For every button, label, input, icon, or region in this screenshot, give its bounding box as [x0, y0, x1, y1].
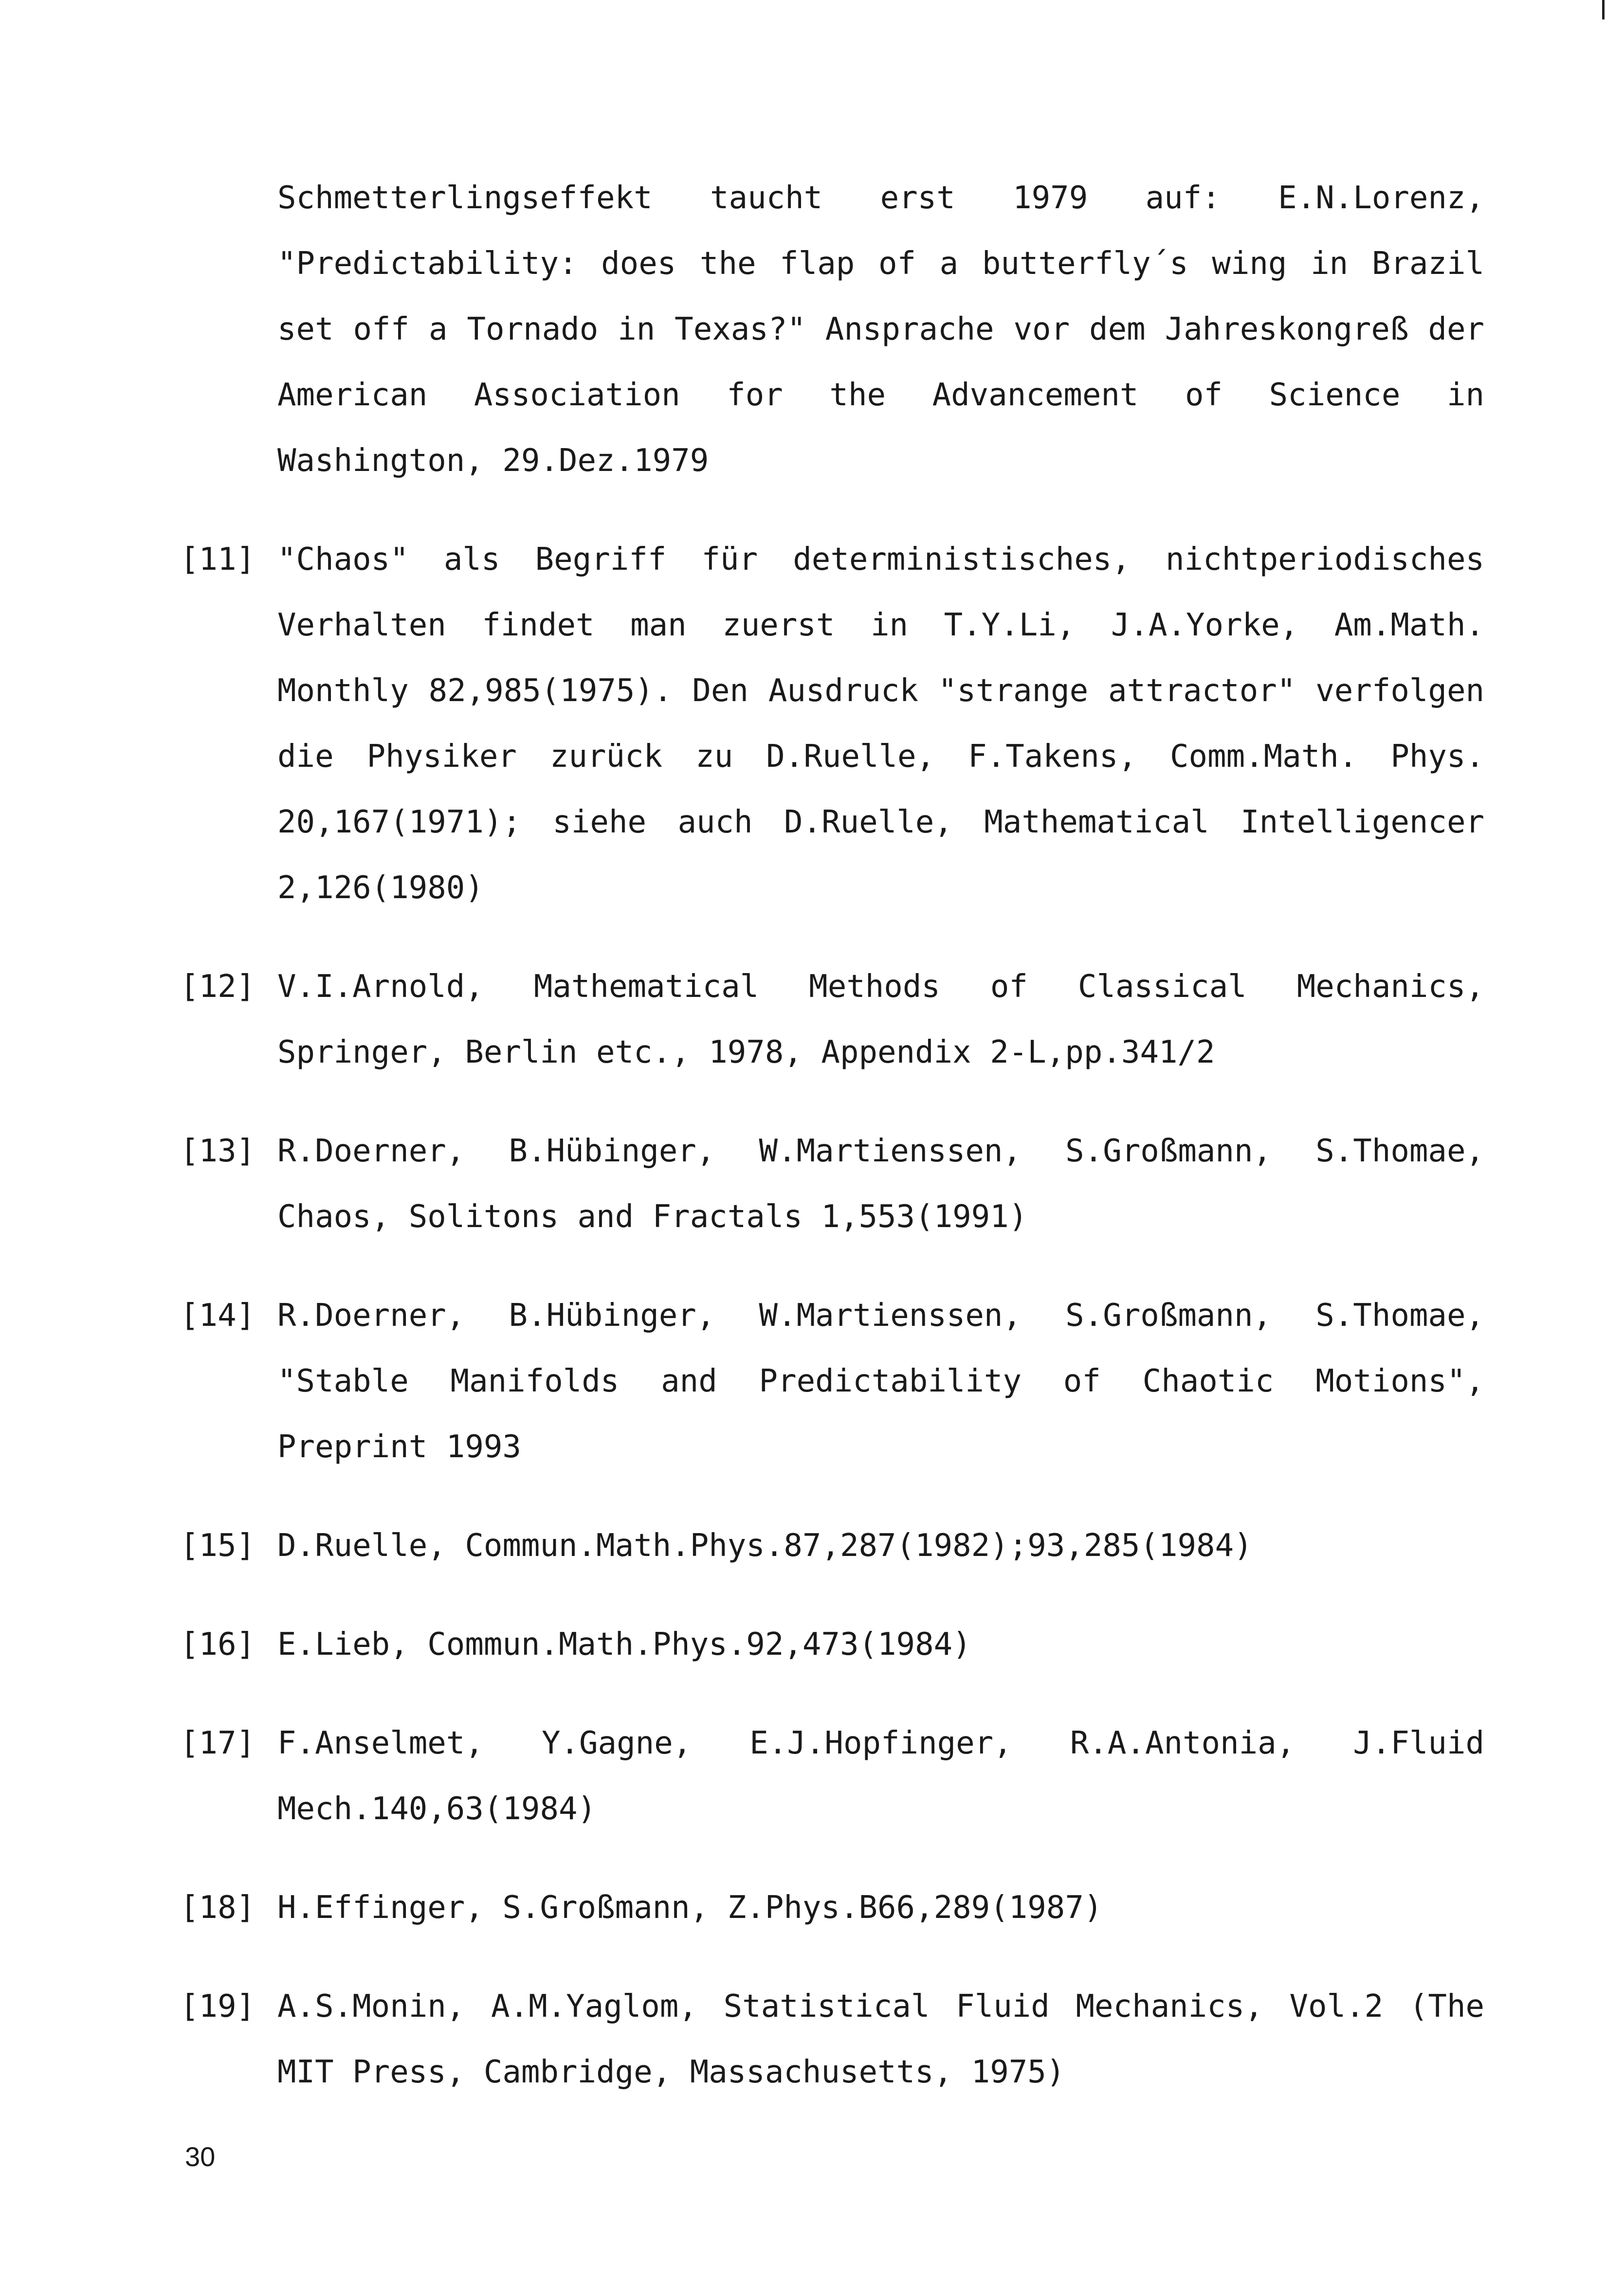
reference-entry-14 [180, 1283, 1484, 1480]
reference-text: "Chaos" als Begriff für deterministisches, nichtperiodisches Verhalten findet man zuerst in T.Y.Li, J.A.Yorke, Am.Math. Monthly 82,985(1975). Den Ausdruck "strange attractor" verfolgen die Physiker zurück zu D.Ruelle, F.Takens, Comm.Math. Phys. 20,167(1971); siehe auch D.Ruelle, Mathematical Intelligencer 2,126(1980) [277, 542, 1484, 906]
reference-text: V.I.Arnold, Mathematical Methods of Classical Mechanics, Springer, Berlin etc., 1978, Appendix 2-L,pp.341/2 [277, 969, 1484, 1070]
page-number: 30 [185, 2141, 216, 2172]
reference-text: A.S.Monin, A.M.Yaglom, Statistical Fluid Mechanics, Vol.2 (The MIT Press, Cambridge, Massachusetts, 1975) [277, 1989, 1484, 2090]
reference-entry-12 [180, 954, 1484, 1085]
reference-text: F.Anselmet, Y.Gagne, E.J.Hopfinger, R.A.Antonia, J.Fluid Mech.140,63(1984) [277, 1725, 1484, 1827]
reference-text: D.Ruelle, Commun.Math.Phys.87,287(1982);93,285(1984) [277, 1528, 1253, 1564]
reference-entry-13 [180, 1119, 1484, 1250]
reference-number: [12] [180, 969, 256, 1005]
reference-list [180, 165, 1484, 2138]
reference-number: [18] [180, 1890, 256, 1926]
reference-number: [16] [180, 1627, 256, 1663]
reference-entry-15 [180, 1513, 1484, 1579]
reference-entry-11 [180, 527, 1484, 921]
reference-entry-19 [180, 1974, 1484, 2105]
reference-text: Schmetterlingseffekt taucht erst 1979 auf: E.N.Lorenz, "Predictability: does the flap of a butterfly´s wing in Brazil set off a Tornado in Texas?" Ansprache vor dem Jahreskongreß der American Association for the Advancement of Science in Washington, 29.Dez.1979 [277, 180, 1484, 479]
reference-number: [15] [180, 1528, 256, 1564]
reference-text: R.Doerner, B.Hübinger, W.Martienssen, S.Großmann, S.Thomae, Chaos, Solitons and Fractals 1,553(1991) [277, 1133, 1484, 1235]
reference-number: [19] [180, 1989, 256, 2025]
reference-number: [11] [180, 542, 256, 578]
reference-number: [13] [180, 1133, 256, 1169]
reference-entry-18 [180, 1875, 1484, 1941]
reference-entry-17 [180, 1711, 1484, 1842]
reference-text: R.Doerner, B.Hübinger, W.Martienssen, S.Großmann, S.Thomae, "Stable Manifolds and Predictability of Chaotic Motions", Preprint 1993 [277, 1298, 1484, 1465]
scan-edge-mark [1602, 0, 1605, 19]
reference-entry-16 [180, 1612, 1484, 1678]
reference-number: [14] [180, 1298, 256, 1334]
reference-entry-10-continued [180, 165, 1484, 494]
reference-text: E.Lieb, Commun.Math.Phys.92,473(1984) [277, 1627, 971, 1663]
reference-number: [17] [180, 1725, 256, 1761]
reference-text: H.Effinger, S.Großmann, Z.Phys.B66,289(1987) [277, 1890, 1103, 1926]
